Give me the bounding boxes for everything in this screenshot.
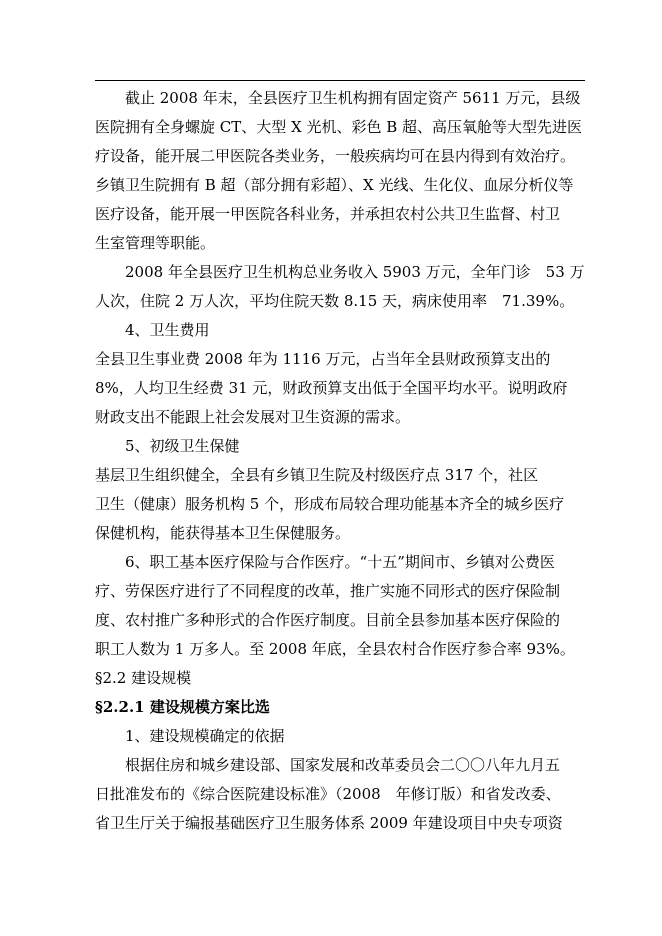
header-rule: [95, 80, 585, 81]
text-line: 医院拥有全身螺旋 CT、大型 X 光机、彩色 B 超、高压氧舱等大型先进医: [95, 118, 583, 136]
text-line: 财政支出不能跟上社会发展对卫生资源的需求。: [95, 408, 411, 426]
text-line: 1、建设规模确定的依据: [125, 727, 285, 745]
text-line: 截止 2008 年末，全县医疗卫生机构拥有固定资产 5611 万元，县级: [125, 89, 581, 107]
text-line: 省卫生厅关于编报基础医疗卫生服务体系 2009 年建设项目中央专项资: [95, 814, 563, 832]
text-line: 4、卫生费用: [125, 321, 210, 339]
text-line: 度、农村推广多种形式的合作医疗制度。目前全县参加基本医疗保险的: [95, 611, 561, 629]
text-line: 疗、劳保医疗进行了不同程度的改革，推广实施不同形式的医疗保险制: [95, 582, 561, 600]
text-line: 卫生（健康）服务机构 5 个，形成布局较合理功能基本齐全的城乡医疗: [95, 495, 565, 513]
text-line: 基层卫生组织健全，全县有乡镇卫生院及村级医疗点 317 个，社区: [95, 466, 539, 484]
text-line: §2.2.1 建设规模方案比选: [95, 698, 270, 716]
text-line: 人次，住院 2 万人次，平均住院天数 8.15 天，病床使用率 71.39%。: [95, 292, 575, 310]
text-line: 医疗设备，能开展一甲医院各科业务，并承担农村公共卫生监督、村卫: [95, 205, 561, 223]
text-line: 2008 年全县医疗卫生机构总业务收入 5903 万元，全年门诊 53 万: [125, 263, 585, 281]
text-line: 8%，人均卫生经费 31 元，财政预算支出低于全国平均水平。说明政府: [95, 379, 568, 397]
text-line: 生室管理等职能。: [95, 234, 216, 252]
text-line: 日批准发布的《综合医院建设标准》（2008 年修订版）和省发改委、: [95, 785, 561, 803]
text-line: 疗设备，能开展二甲医院各类业务，一般疾病均可在县内得到有效治疗。: [95, 147, 576, 165]
text-line: 根据住房和城乡建设部、国家发展和改革委员会二〇〇八年九月五: [125, 756, 561, 774]
text-line: 保健机构，能获得基本卫生保健服务。: [95, 524, 351, 542]
document-body: [95, 84, 587, 838]
text-line: 全县卫生事业费 2008 年为 1116 万元，占当年全县财政预算支出的: [95, 350, 551, 368]
text-line: 6、职工基本医疗保险与合作医疗。“十五”期间市、乡镇对公费医: [125, 553, 555, 571]
text-line: 职工人数为 1 万多人。至 2008 年底，全县农村合作医疗参合率 93%。: [95, 640, 575, 658]
text-line: 乡镇卫生院拥有 B 超（部分拥有彩超）、X 光线、生化仪、血尿分析仪等: [95, 176, 574, 194]
text-line: 5、初级卫生保健: [125, 437, 240, 455]
text-line: §2.2 建设规模: [95, 669, 192, 687]
